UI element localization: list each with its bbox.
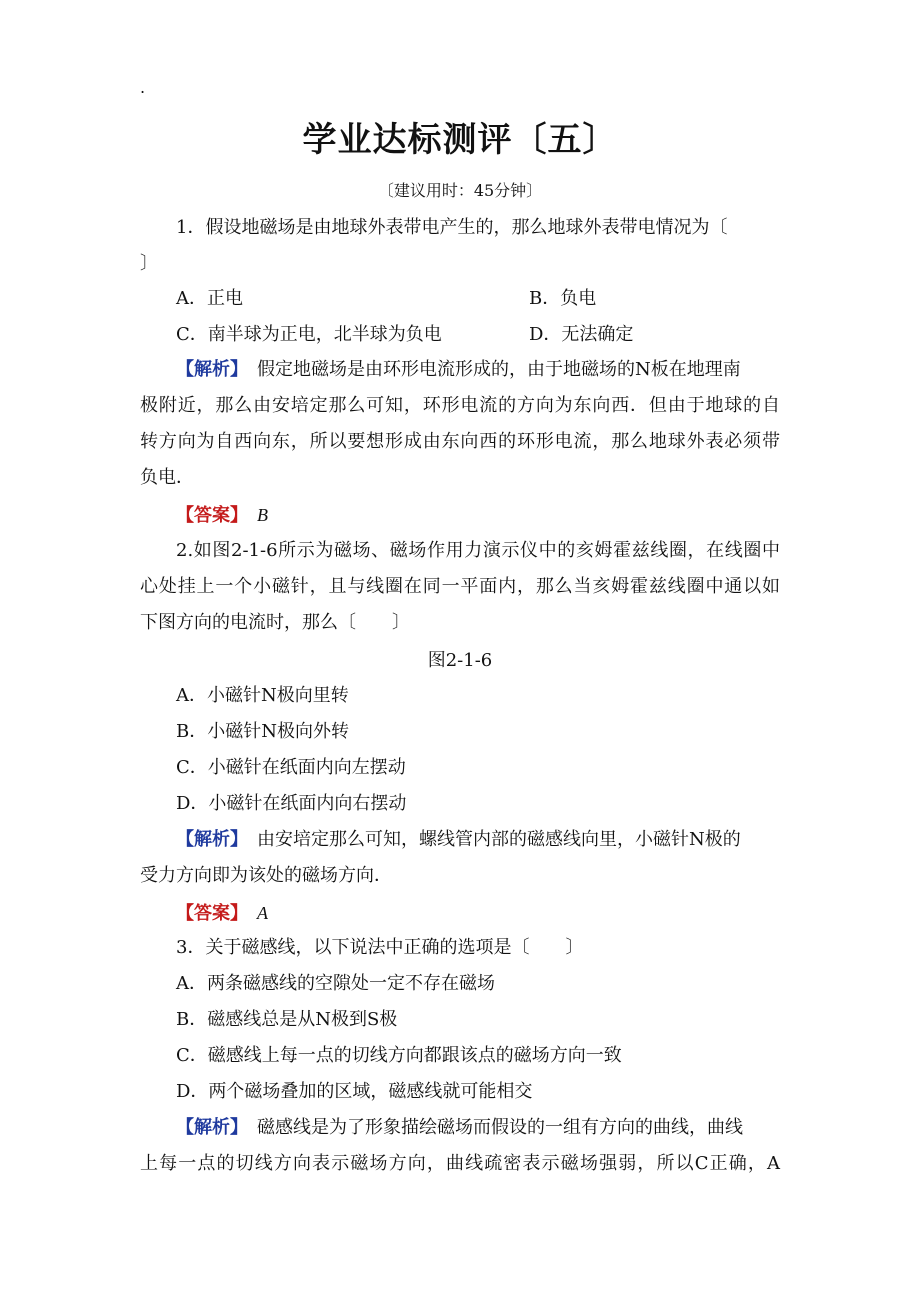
q1-analysis-line-4: 负电．	[140, 467, 194, 488]
q3-option-a: A．两条磁感线的空隙处一定不存在磁场	[176, 973, 495, 994]
q2-answer: 【答案】 A	[176, 903, 268, 924]
q3-analysis-line-2: 上每一点的切线方向表示磁场方向，曲线疏密表示磁场强弱，所以C正确，A	[140, 1153, 780, 1174]
analysis-label: 【解析】	[176, 1117, 239, 1138]
q3-stem: 3．关于磁感线，以下说法中正确的选项是〔 〕	[176, 937, 584, 958]
q1-answer: 【答案】 B	[176, 505, 268, 526]
q3-option-d: D．两个磁场叠加的区域，磁感线就可能相交	[176, 1081, 533, 1102]
analysis-label: 【解析】	[176, 829, 239, 850]
q1-option-b: B．负电	[529, 288, 597, 309]
q2-stem-line-3: 下图方向的电流时，那么〔 〕	[140, 612, 410, 633]
q3-option-c: C．磁感线上每一点的切线方向都跟该点的磁场方向一致	[176, 1045, 622, 1066]
q1-analysis-line-2: 极附近，那么由安培定那么可知，环形电流的方向为东向西．但由于地球的自	[140, 395, 780, 416]
q2-analysis-line-1: 【解析】 由安培定那么可知，螺线管内部的磁感线向里，小磁针N极的	[176, 829, 741, 850]
q2-option-a: A．小磁针N极向里转	[176, 685, 349, 706]
q1-option-d: D．无法确定	[529, 324, 634, 345]
q1-stem-line-2: 〕	[140, 253, 158, 274]
q3-option-b: B．磁感线总是从N极到S极	[176, 1009, 398, 1030]
q2-analysis-line-2: 受力方向即为该处的磁场方向．	[140, 865, 392, 886]
q1-option-a: A．正电	[176, 288, 243, 309]
answer-label: 【答案】	[176, 505, 239, 526]
q2-option-d: D．小磁针在纸面内向右摆动	[176, 793, 407, 814]
q3-analysis-line-1: 【解析】 磁感线是为了形象描绘磁场而假设的一组有方向的曲线，曲线	[176, 1117, 743, 1138]
q1-analysis-line-1: 【解析】 假定地磁场是由环形电流形成的，由于地磁场的N板在地理南	[176, 359, 741, 380]
answer-label: 【答案】	[176, 903, 239, 924]
figure-caption: 图2-1-6	[427, 650, 493, 671]
q1-stem-line-1: 1．假设地磁场是由地球外表带电产生的，那么地球外表带电情况为〔	[176, 217, 728, 238]
q1-analysis-line-3: 转方向为自西向东，所以要想形成由东向西的环形电流，那么地球外表必须带	[140, 431, 780, 452]
page-title: 学业达标测评〔五〕	[302, 120, 618, 160]
analysis-label: 【解析】	[176, 359, 239, 380]
q2-stem-line-2: 心处挂上一个小磁针，且与线圈在同一平面内，那么当亥姆霍兹线圈中通以如	[140, 576, 780, 597]
q2-option-b: B．小磁针N极向外转	[176, 721, 349, 742]
page-mark: .	[140, 78, 146, 97]
q1-option-c: C．南半球为正电，北半球为负电	[176, 324, 442, 345]
q2-option-c: C．小磁针在纸面内向左摆动	[176, 757, 406, 778]
q2-stem-line-1: 2.如图2-1-6所示为磁场、磁场作用力演示仪中的亥姆霍兹线圈，在线圈中	[176, 540, 780, 561]
suggested-time: 〔建议用时：45分钟〕	[377, 181, 543, 200]
